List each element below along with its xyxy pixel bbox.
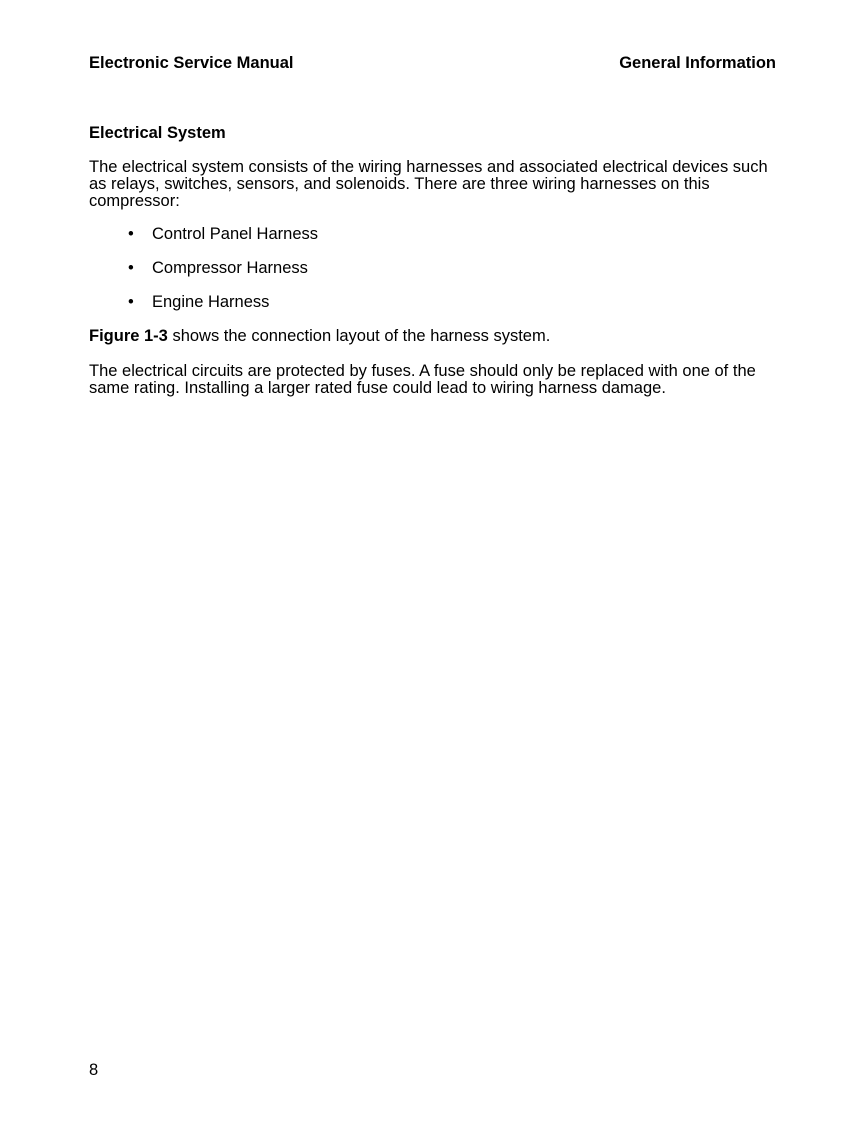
list-item-text: Compressor Harness xyxy=(152,259,308,277)
section-heading: Electrical System xyxy=(89,124,226,142)
fuse-note-paragraph: The electrical circuits are protected by fuses. A fuse should only be replaced with one of the same rating. Installing a larger rated fuse could lead to wiring harness damage. xyxy=(89,362,756,397)
list-item-text: Control Panel Harness xyxy=(152,225,318,243)
figure-reference-text: shows the connection layout of the harness system. xyxy=(167,327,551,345)
list-item-text: Engine Harness xyxy=(152,293,270,311)
bullet-icon: • xyxy=(128,293,134,311)
bullet-icon: • xyxy=(128,259,134,277)
figure-reference-paragraph xyxy=(89,327,789,346)
intro-paragraph: The electrical system consists of the wiring harnesses and associated electrical devices such as relays, switches, sensors, and solenoids. There are three wiring harnesses on this compressor: xyxy=(89,158,768,210)
manual-title: Electronic Service Manual xyxy=(89,54,294,72)
page-number: 8 xyxy=(89,1061,99,1079)
bullet-icon: • xyxy=(128,225,134,243)
chapter-title: General Information xyxy=(619,54,776,72)
figure-reference-link[interactable]: Figure 1-3 xyxy=(89,327,168,345)
